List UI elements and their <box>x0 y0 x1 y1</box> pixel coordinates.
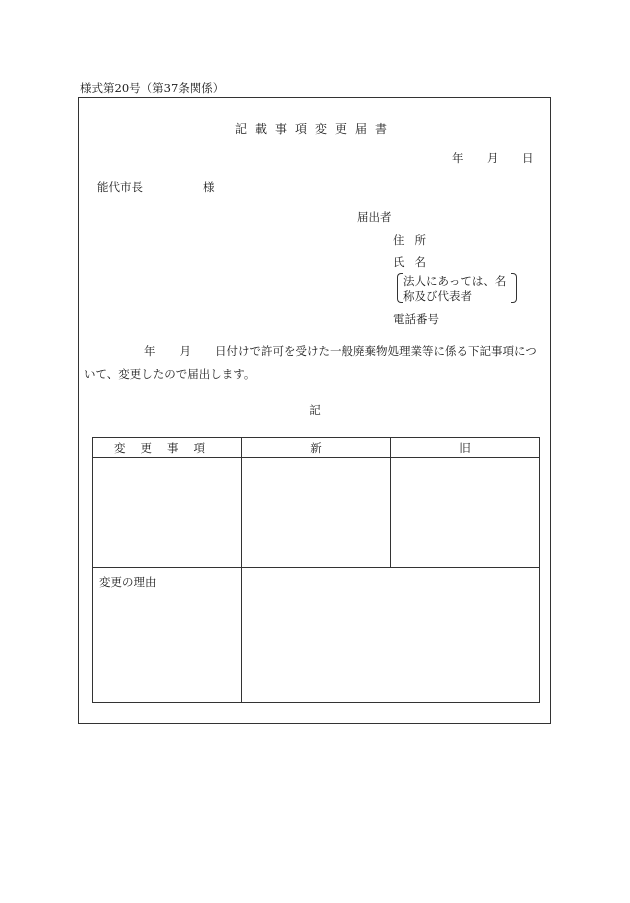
body-line2: いて、変更したので届出します。 <box>84 367 256 381</box>
date-day: 日 <box>522 151 534 165</box>
date-month: 月 <box>487 151 499 165</box>
applicant-label: 届出者 <box>357 210 392 224</box>
change-items-cell[interactable] <box>93 458 242 568</box>
body-text <box>84 340 544 386</box>
date-year: 年 <box>452 151 464 165</box>
reason-row <box>93 568 540 703</box>
address-label: 住所 <box>393 233 436 247</box>
phone-label: 電話番号 <box>393 312 439 326</box>
new-value-cell[interactable] <box>242 458 391 568</box>
header-new: 新 <box>242 438 391 458</box>
honorific: 様 <box>203 180 215 194</box>
close-bracket <box>511 273 517 303</box>
body-month: 月 <box>179 344 191 358</box>
header-old: 旧 <box>391 438 540 458</box>
old-value-cell[interactable] <box>391 458 540 568</box>
reason-cell[interactable] <box>242 568 540 703</box>
table-row <box>93 458 540 568</box>
corporate-note-line2: 称及び代表者 <box>403 289 472 303</box>
form-number: 様式第20号（第37条関係） <box>80 81 225 95</box>
reason-label: 変更の理由 <box>93 568 242 703</box>
ki-heading: 記 <box>309 403 321 417</box>
corporate-note <box>397 273 517 303</box>
document-title: 記載事項変更届書 <box>234 122 395 136</box>
name-label: 氏名 <box>393 255 436 269</box>
body-year: 年 <box>144 344 156 358</box>
table-header-row <box>93 438 540 458</box>
header-change-items: 変更事項 <box>93 438 242 458</box>
body-line1: 日付けで許可を受けた一般廃棄物処理業等に係る下記事項につ <box>215 344 537 358</box>
corporate-note-line1: 法人にあっては、名 <box>403 274 507 288</box>
changes-table <box>92 437 540 703</box>
addressee: 能代市長 <box>97 180 143 194</box>
